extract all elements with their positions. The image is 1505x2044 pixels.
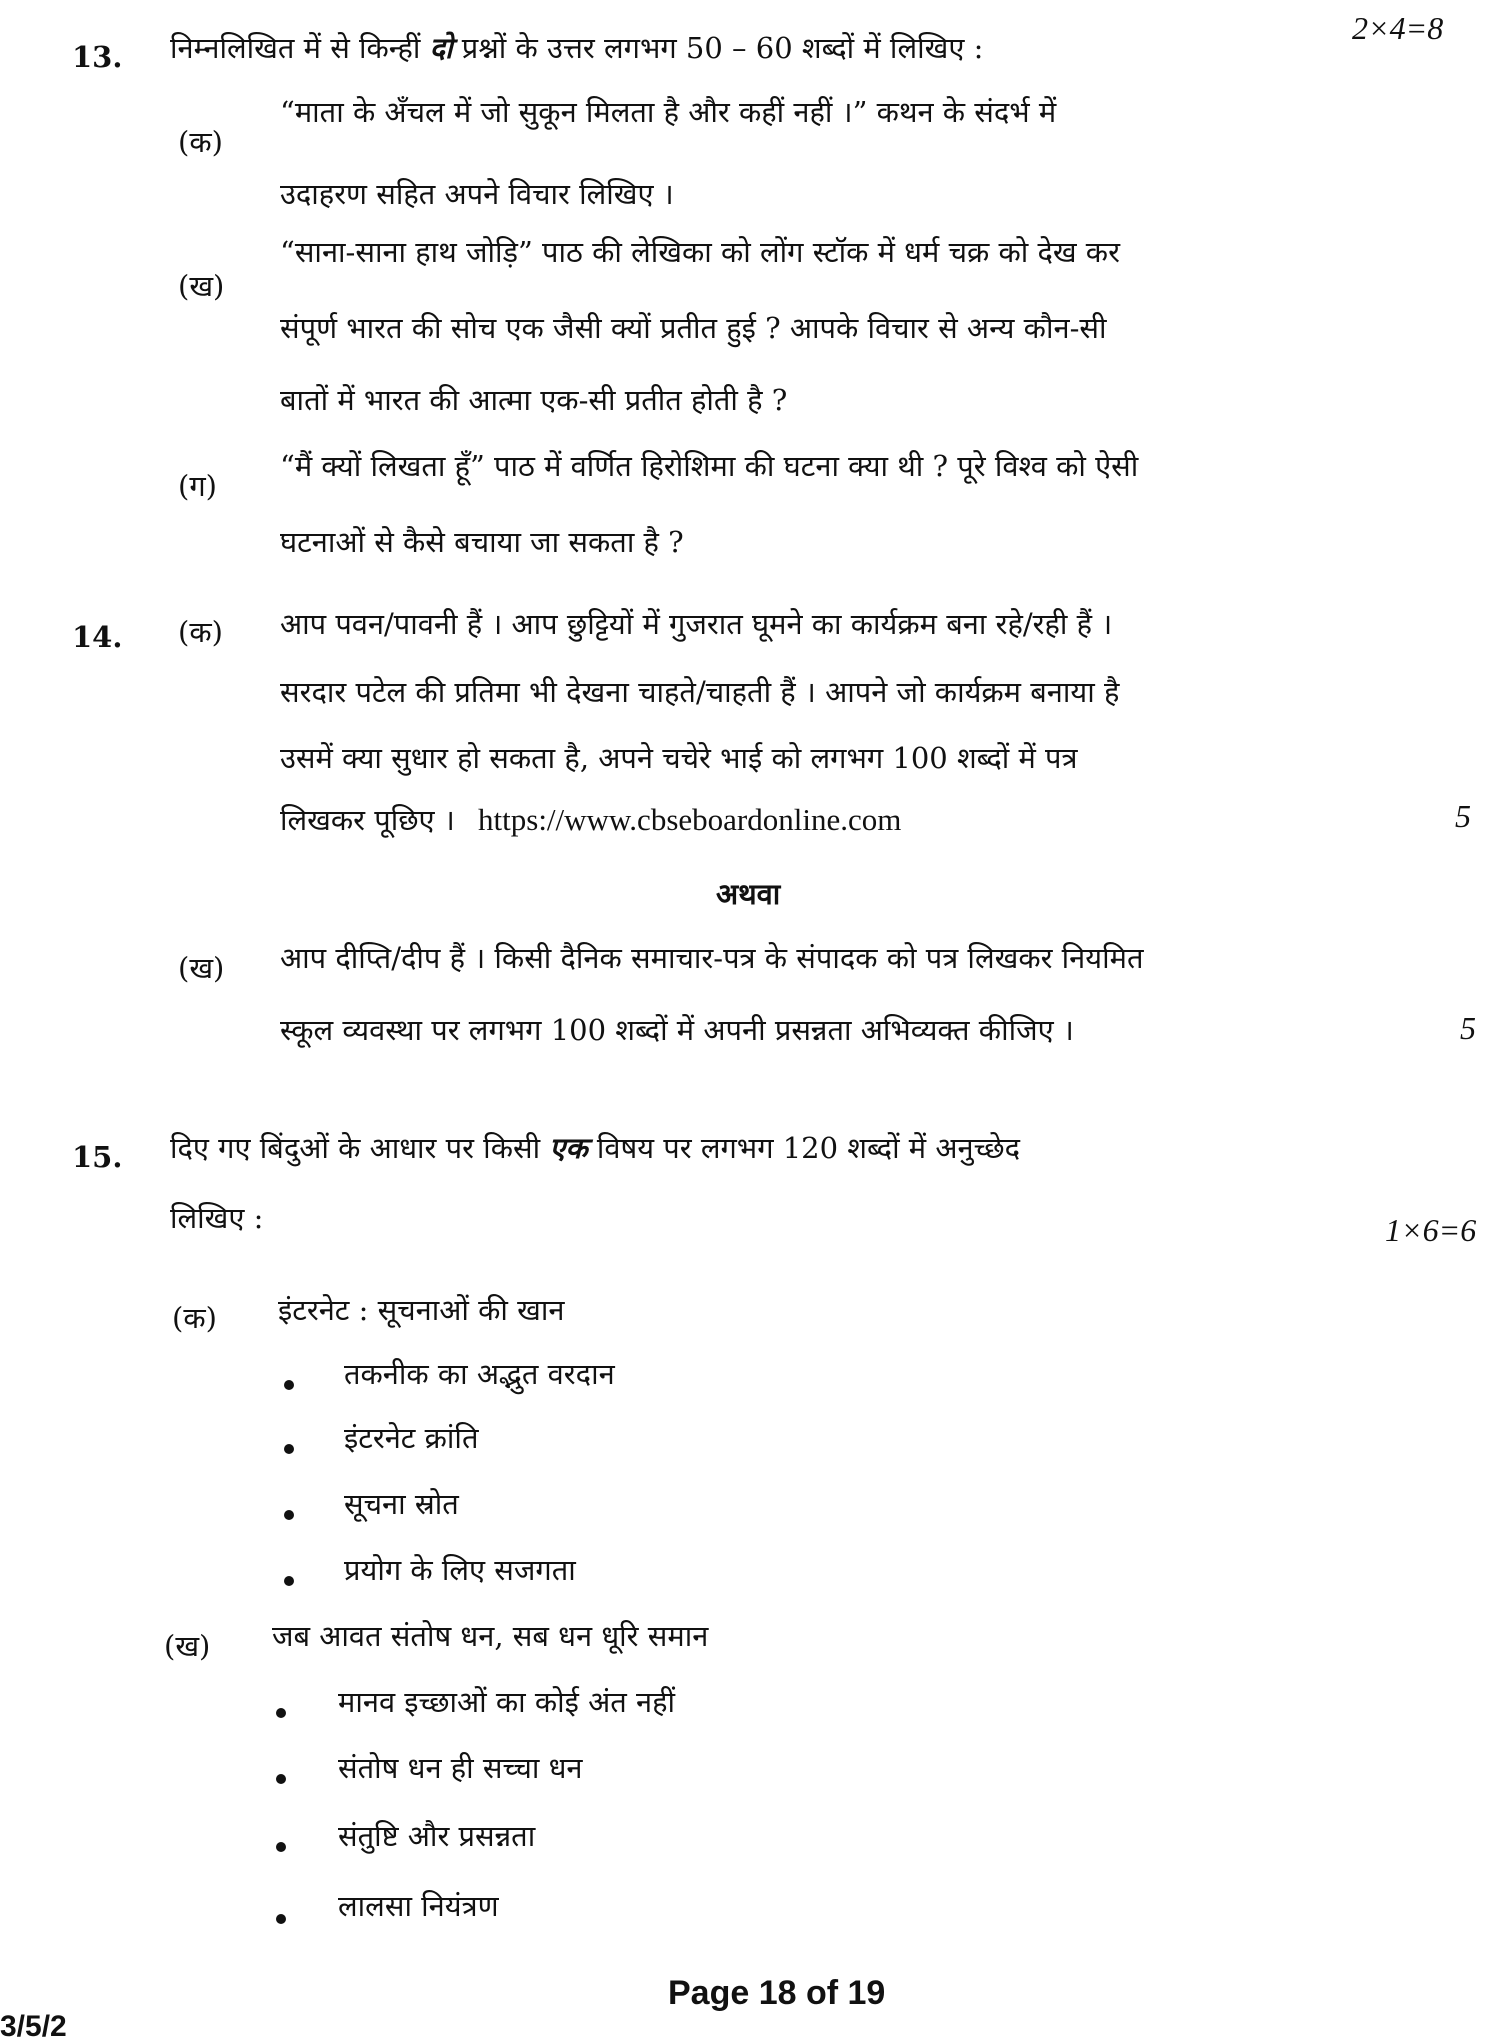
- q13-part-a-label: (क): [178, 125, 223, 159]
- bullet-icon: [284, 1510, 294, 1520]
- q14-part-a-last-line: [280, 800, 901, 840]
- q14-part-a-line: उसमें क्या सुधार हो सकता है, अपने चचेरे भाई को लगभग 100 शब्दों में पत्र: [280, 741, 1078, 775]
- q14-part-a-line: आप पवन/पावनी हैं । आप छुट्टियों में गुजरात घूमने का कार्यक्रम बना रहे/रही हैं ।: [280, 607, 1113, 641]
- q15-topic-a-title: इंटरनेट : सूचनाओं की खान: [278, 1293, 565, 1327]
- q13-part-a-line: “माता के अँचल में जो सुकून मिलता है और कहीं नहीं ।” कथन के संदर्भ में: [280, 95, 1057, 129]
- q15-instruction: [170, 1130, 1420, 1168]
- q15-intro-bold: एक: [549, 1131, 588, 1165]
- q15-topic-b-title: जब आवत संतोष धन, सब धन धूरि समान: [272, 1619, 709, 1653]
- q15-topic-b-point: संतुष्टि और प्रसन्नता: [338, 1819, 536, 1853]
- q13-part-b-label: (ख): [178, 269, 225, 303]
- page-number: Page 18 of 19: [668, 1974, 886, 2012]
- q13-number: 13.: [72, 40, 123, 74]
- q15-topic-a-point: तकनीक का अद्भुत वरदान: [344, 1357, 615, 1391]
- q13-intro-bold: दो: [429, 31, 453, 65]
- q15-topic-b-label: (ख): [164, 1629, 211, 1663]
- q15-topic-b-point: मानव इच्छाओं का कोई अंत नहीं: [338, 1685, 676, 1719]
- q15-marks: 1×6=6: [1385, 1212, 1477, 1248]
- q13-intro-b: प्रश्नों के उत्तर लगभग 50 – 60 शब्दों में लिखिए :: [461, 31, 984, 65]
- q15-number: 15.: [72, 1140, 123, 1174]
- q14-part-a-label: (क): [178, 615, 223, 649]
- q14-part-a-marks: 5: [1455, 798, 1471, 834]
- q15-topic-a-label: (क): [172, 1301, 217, 1335]
- q13-instruction: [170, 30, 1230, 68]
- q14-part-b-label: (ख): [178, 951, 225, 985]
- q14-part-b-line: स्कूल व्यवस्था पर लगभग 100 शब्दों में अपनी प्रसन्नता अभिव्यक्त कीजिए ।: [280, 1013, 1074, 1047]
- q15-topic-a-point: प्रयोग के लिए सजगता: [344, 1553, 576, 1587]
- q13-part-b-line: संपूर्ण भारत की सोच एक जैसी क्यों प्रतीत हुई ? आपके विचार से अन्य कौन-सी: [280, 311, 1107, 345]
- q14-part-a-closing: लिखकर पूछिए ।: [280, 803, 455, 837]
- q14-number: 14.: [72, 620, 123, 654]
- q15-intro-line2: लिखिए :: [170, 1201, 264, 1235]
- q15-intro-a: दिए गए बिंदुओं के आधार पर किसी: [170, 1131, 541, 1165]
- q14-part-b-marks: 5: [1460, 1010, 1476, 1046]
- q15-topic-a-point: इंटरनेट क्रांति: [344, 1421, 479, 1455]
- q13-part-c-line: “मैं क्यों लिखता हूँ” पाठ में वर्णित हिरोशिमा की घटना क्या थी ? पूरे विश्व को ऐसी: [280, 449, 1139, 483]
- paper-code-fragment: 3/5/2: [0, 2010, 67, 2043]
- q14-or-separator: अथवा: [716, 877, 781, 911]
- q13-part-c-line: घटनाओं से कैसे बचाया जा सकता है ?: [280, 525, 684, 559]
- q13-part-b-line: “साना-साना हाथ जोड़ि” पाठ की लेखिका को लोंग स्टॉक में धर्म चक्र को देख कर: [280, 235, 1120, 269]
- q13-part-a-line: उदाहरण सहित अपने विचार लिखिए ।: [280, 177, 674, 211]
- q15-topic-a-point: सूचना स्रोत: [344, 1487, 459, 1521]
- q14-part-b-line: आप दीप्ति/दीप हैं । किसी दैनिक समाचार-पत्र के संपादक को पत्र लिखकर नियमित: [280, 941, 1144, 975]
- q13-part-c-label: (ग): [178, 469, 217, 503]
- q15-topic-b-point: संतोष धन ही सच्चा धन: [338, 1751, 583, 1785]
- q14-part-a-line: सरदार पटेल की प्रतिमा भी देखना चाहते/चाहती हैं । आपने जो कार्यक्रम बनाया है: [280, 675, 1120, 709]
- bullet-icon: [276, 1914, 286, 1924]
- q15-topic-b-point: लालसा नियंत्रण: [338, 1889, 499, 1923]
- bullet-icon: [276, 1842, 286, 1852]
- bullet-icon: [276, 1774, 286, 1784]
- q13-marks: 2×4=8: [1352, 10, 1444, 46]
- bullet-icon: [284, 1380, 294, 1390]
- bullet-icon: [284, 1576, 294, 1586]
- q13-intro-a: निम्नलिखित में से किन्हीं: [170, 31, 421, 65]
- source-url-link[interactable]: https://www.cbseboardonline.com: [478, 802, 902, 837]
- bullet-icon: [284, 1444, 294, 1454]
- q15-intro-b: विषय पर लगभग 120 शब्दों में अनुच्छेद: [596, 1131, 1021, 1165]
- q13-part-b-line: बातों में भारत की आत्मा एक-सी प्रतीत होती है ?: [280, 383, 788, 417]
- bullet-icon: [276, 1708, 286, 1718]
